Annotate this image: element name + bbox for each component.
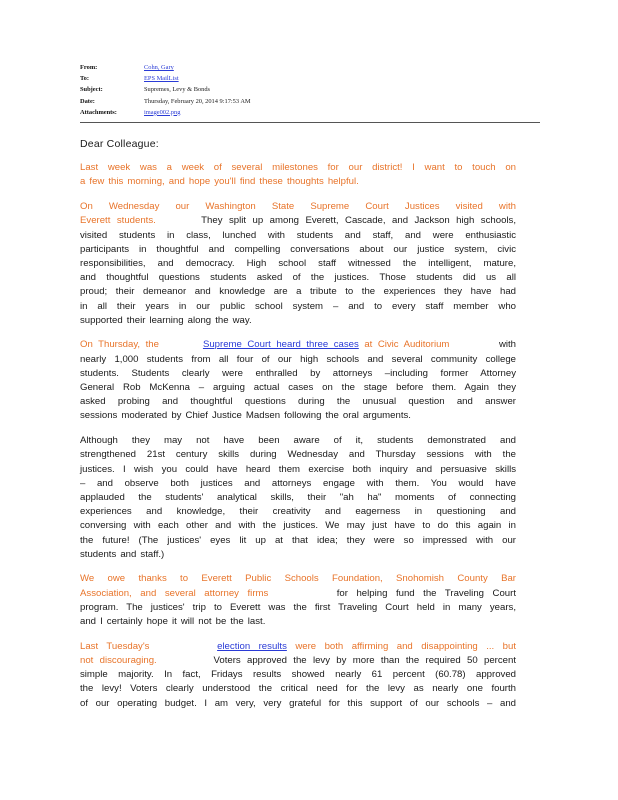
from-row [80,62,540,73]
paragraph-6 [80,640,516,711]
greeting: Dear Colleague: [80,138,159,150]
p3-line-highlight: at Civic Auditorium [364,339,450,351]
paragraph-3 [80,338,516,423]
p3-line: asked probing and thoughtful questions during the unusual question and answer [80,396,516,408]
to-row [80,73,540,84]
email-body [80,137,516,721]
date-value: Thursday, February 20, 2014 9:17:53 AM [144,97,251,105]
p6-line-highlight: Last Tuesday's [80,640,150,652]
p5-line: and I certainly hope it will not be the last. [80,616,266,628]
paragraph-4 [80,434,516,562]
p2-line: visited students in class, lunched with students and staff, and were enthusiastic [80,229,516,241]
date-label: Date: [80,97,95,105]
p2-line: They split up among Everett, Cascade, and Jackson high schools, [201,215,516,227]
p1-line: Last week was a week of several milestones for our district! I want to touch on [80,162,516,174]
p5-line: program. The justices' trip to Everett was the first Traveling Court held in many years, [80,601,516,613]
p3-line: nearly 1,000 students from all four of our high schools and several community college [80,353,516,365]
subject-label: Subject: [80,86,103,94]
p6-line: simple majority. In fact, Fridays results showed nearly 61 percent (60.78) approved [80,669,516,681]
paragraph-1 [80,161,516,189]
p6-line: Voters approved the levy by more than the required 50 percent [213,655,517,666]
header-divider [80,122,540,123]
p4-line: strengthened 21st century skills during Wednesday and Thursday sessions with the [80,449,516,461]
date-row [80,96,540,107]
p2-line-highlight: Everett students. [80,215,156,227]
p6-line: the levy! Voters clearly understood the critical need for the levy as nearly one fourth [80,683,516,695]
p2-line: participants in thoughtful and compelling conversations about our justice system, civic [80,243,516,255]
p3-line: sessions moderated by Chief Justice Madsen following the oral arguments. [80,410,411,422]
p4-line: experiences and knowledge, their creativity and eagerness in questioning and [80,506,516,518]
p5-line-highlight: Association, and several attorney firms [80,587,269,599]
p2-line: On Wednesday our Washington State Supreme Court Justices visited with [80,201,516,213]
p3-line: General Rob McKenna – arguing actual cases on the stage before them. Again they [80,382,516,394]
election-results-link[interactable]: election results [217,640,287,652]
p2-line: supported their learning along the way. [80,314,252,326]
p6-line: of our operating budget. I am very, very grateful for this support of our schools – and [80,697,516,709]
p6-line-highlight: not discouraging. [80,655,157,666]
p4-line: – and observe both justices and attorneys engage with them. You would have [80,477,516,489]
subject-row [80,84,540,95]
p2-line: in all their years in our public school system – and to every staff member who [80,300,516,312]
p1-line: a few this morning, and hope you'll find these thoughts helpful. [80,176,359,188]
p4-line: conversing with each other and with the justices. We may just have to do this again in [80,520,516,532]
p5-line: for helping fund the Traveling Court [336,587,516,599]
p2-line: responsibilities, and democracy. High school staff witnessed the intelligent, mature, [80,257,516,269]
to-value-link[interactable]: EPS MailList [144,75,179,83]
attachments-row [80,107,540,118]
p2-line: proud; their demeanor and knowledge are a tribute to the experiences they have had [80,286,516,298]
email-header [80,62,540,118]
attachment-link[interactable]: image002.png [144,108,181,116]
p4-line: Although they may not have been aware of it, students demonstrated and [80,435,516,447]
from-label: From: [80,64,98,71]
subject-value: Supremes, Levy & Bonds [144,86,211,94]
p6-line-highlight: were both affirming and disappointing ... but [295,640,516,652]
p3-line-highlight: On Thursday, the [80,339,159,351]
p3-line: with [498,339,517,351]
p2-line: and thoughtful questions students asked of the justices. Those students did us all [80,272,516,284]
p3-line: students. Students clearly were enthralled by attorneys –including former Attorney [80,367,516,379]
to-label: To: [80,75,89,83]
attachments-label: Attachments: [80,108,117,116]
from-value-link[interactable]: Cohn, Gary [144,64,174,71]
p4-line: the future! (The justices' eyes lit up at that idea; they were so impressed with our [80,534,516,546]
paragraph-5 [80,572,516,629]
p4-line: applauded the students' analytical skills, their "ah ha" moments of connecting [80,491,516,503]
p4-line: students and staff.) [80,548,165,560]
paragraph-2 [80,200,516,328]
supreme-court-cases-link[interactable]: Supreme Court heard three cases [202,339,359,351]
p5-line-highlight: We owe thanks to Everett Public Schools Foundation, Snohomish County Bar [80,573,516,585]
p4-line: justices. I wish you could have heard them exercise both inquiry and persuasive skills [80,463,516,475]
